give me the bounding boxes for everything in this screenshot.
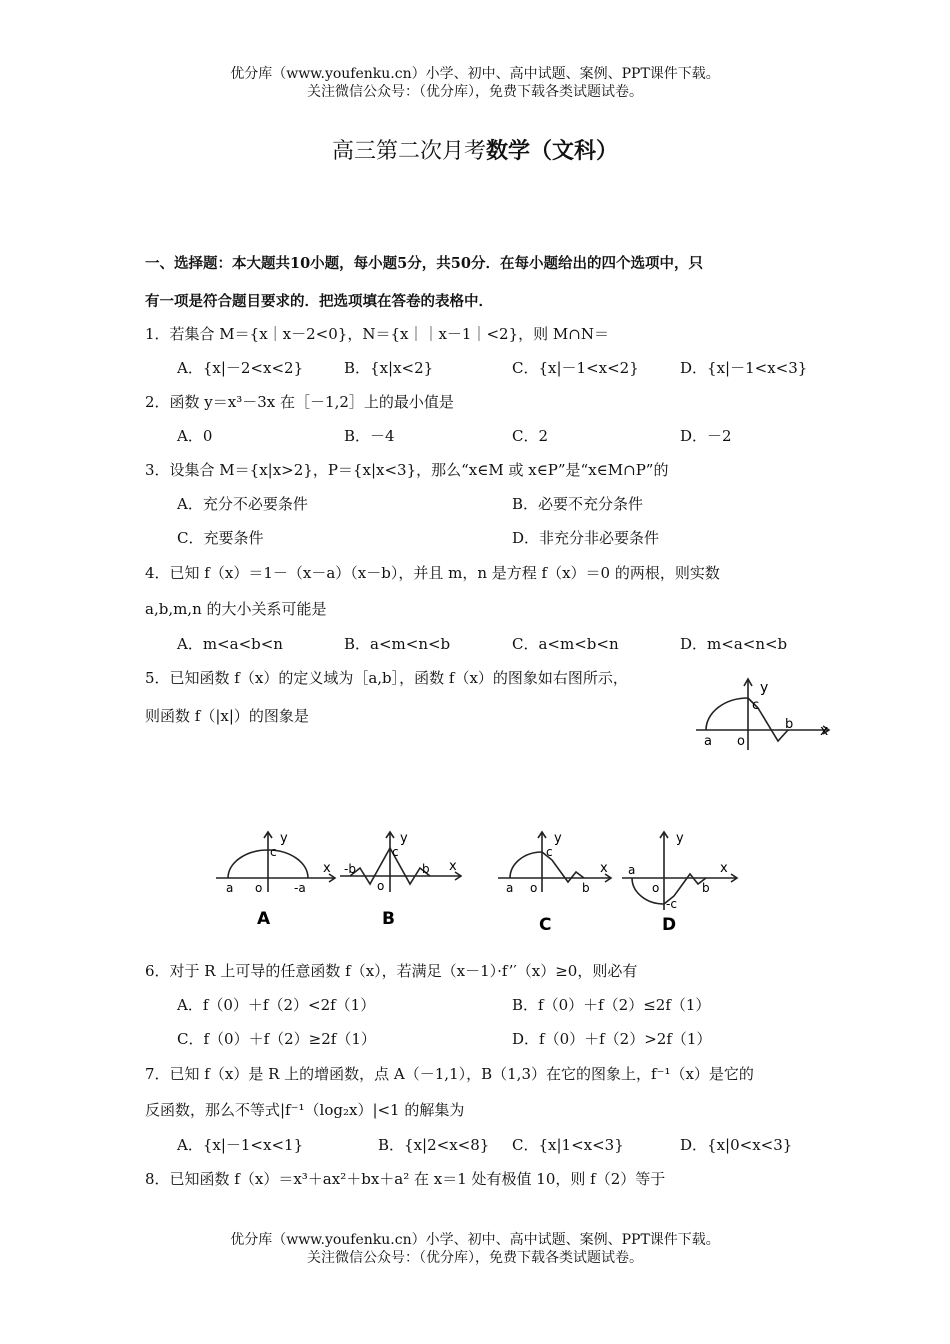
q4-stem-1: 4．已知 f（x）＝1－（x－a）（x－b），并且 m，n 是方程 f（x）＝0 的两根，则实数: [145, 564, 720, 582]
q2-option-d: D．－2: [680, 427, 732, 445]
q4-option-d: D．m<a<n<b: [680, 635, 788, 653]
curve-arc: [706, 698, 748, 730]
origin-label: o: [255, 881, 263, 895]
option-label-d: D: [662, 915, 677, 935]
q6-option-a: A．f（0）＋f（2）<2f（1）: [177, 996, 376, 1014]
x-label: x: [600, 861, 608, 876]
q1-option-a: A．{x|－2<x<2}: [177, 359, 304, 377]
option-label-a: A: [257, 909, 271, 929]
origin-label: o: [737, 734, 745, 749]
title-bold: 数学（文科）: [486, 138, 619, 164]
origin-label: o: [377, 879, 385, 893]
a-label: a: [506, 881, 514, 895]
option-label-c: C: [539, 915, 552, 935]
neg-b-label: -b: [344, 862, 356, 876]
q3-option-d: D．非充分非必要条件: [512, 529, 660, 547]
q5-main-graph: [690, 672, 840, 752]
q5-graph-d: [620, 828, 748, 936]
q1-option-c: C．{x|－1<x<2}: [512, 359, 639, 377]
q2-stem: 2．函数 y＝x³－3x 在［－1,2］上的最小值是: [145, 393, 454, 411]
q4-option-b: B．a<m<n<b: [344, 635, 451, 653]
header-line-1: 优分库（www.youfenku.cn）小学、初中、高中试题、案例、PPT课件下载。: [230, 66, 720, 82]
q5-graph-c: [494, 828, 622, 936]
q8-stem: 8．已知函数 f（x）＝x³＋ax²＋bx＋a² 在 x＝1 处有极值 10，则 f（2）等于: [145, 1170, 666, 1188]
a-label: a: [704, 734, 712, 749]
q7-option-d: D．{x|0<x<3}: [680, 1136, 793, 1154]
x-label: x: [323, 861, 331, 876]
y-label: y: [760, 680, 769, 696]
a-label: a: [628, 863, 636, 877]
q7-option-b: B．{x|2<x<8}: [378, 1136, 490, 1154]
q4-option-a: A．m<a<b<n: [177, 635, 283, 653]
q5-stem-2: 则函数 f（|x|）的图象是: [145, 707, 309, 725]
q1-stem: 1．若集合 M＝{x｜x－2<0}，N＝{x｜｜x－1｜<2}，则 M∩N＝: [145, 325, 609, 343]
footer-line-1: 优分库（www.youfenku.cn）小学、初中、高中试题、案例、PPT课件下载。: [230, 1232, 720, 1248]
section-instructions-1: 一、选择题：本大题共10小题，每小题5分，共50分．在每小题给出的四个选项中，只: [145, 255, 703, 272]
x-label: x: [449, 859, 457, 874]
origin-label: o: [652, 881, 660, 895]
q3-option-a: A．充分不必要条件: [177, 495, 308, 513]
q3-option-c: C．充要条件: [177, 529, 264, 547]
q7-option-a: A．{x|－1<x<1}: [177, 1136, 304, 1154]
q5-graph-a: [212, 828, 340, 936]
q3-option-b: B．必要不充分条件: [512, 495, 644, 513]
c-label: c: [752, 698, 760, 713]
header-line-2: 关注微信公众号：（优分库），免费下载各类试题试卷。: [307, 84, 643, 100]
a-label: a: [226, 881, 234, 895]
q6-stem: 6．对于 R 上可导的任意函数 f（x），若满足（x－1）·f’′（x）≥0，则必有: [145, 962, 638, 980]
q5-graph-b: [338, 828, 466, 936]
section-instructions-2: 有一项是符合题目要求的．把选项填在答卷的表格中．: [145, 293, 493, 310]
b-label: b: [702, 881, 710, 895]
x-label: x: [820, 723, 829, 739]
y-label: y: [676, 831, 684, 846]
q2-option-b: B．－4: [344, 427, 395, 445]
q7-stem-1: 7．已知 f（x）是 R 上的增函数，点 A（－1,1），B（1,3）在它的图象上，f⁻¹（x）是它的: [145, 1065, 754, 1083]
curve-arc: [510, 852, 542, 878]
q1-option-d: D．{x|－1<x<3}: [680, 359, 808, 377]
q7-option-c: C．{x|1<x<3}: [512, 1136, 624, 1154]
b-label: b: [785, 717, 794, 732]
origin-label: o: [530, 881, 538, 895]
q6-option-c: C．f（0）＋f（2）≥2f（1）: [177, 1030, 376, 1048]
y-label: y: [554, 831, 562, 846]
q1-option-b: B．{x|x<2}: [344, 359, 434, 377]
title-main: 高三第二次月考: [331, 139, 486, 164]
q5-stem-1: 5．已知函数 f（x）的定义域为［a,b］，函数 f（x）的图象如右图所示，: [145, 669, 628, 687]
option-label-b: B: [382, 909, 395, 929]
b-label: b: [582, 881, 590, 895]
q4-option-c: C．a<m<b<n: [512, 635, 619, 653]
q6-option-b: B．f（0）＋f（2）≤2f（1）: [512, 996, 711, 1014]
q2-option-c: C．2: [512, 427, 549, 445]
neg-c-label: -c: [666, 897, 677, 911]
y-label: y: [280, 831, 288, 846]
q2-option-a: A．0: [177, 427, 213, 445]
c-label: c: [392, 845, 399, 859]
neg-a-label: -a: [294, 881, 306, 895]
page-title: [0, 137, 950, 166]
c-label: c: [546, 845, 553, 859]
q4-stem-2: a,b,m,n 的大小关系可能是: [145, 600, 327, 618]
q7-stem-2: 反函数，那么不等式|f⁻¹（log₂x）|<1 的解集为: [145, 1101, 465, 1119]
x-label: x: [720, 861, 728, 876]
b-label: b: [422, 862, 430, 876]
y-label: y: [400, 831, 408, 846]
c-label: c: [270, 845, 277, 859]
q3-stem: 3．设集合 M＝{x|x>2}，P＝{x|x<3}，那么“x∈M 或 x∈P”是“x∈M∩P”的: [145, 461, 669, 479]
q6-option-d: D．f（0）＋f（2）>2f（1）: [512, 1030, 712, 1048]
footer-line-2: 关注微信公众号：（优分库），免费下载各类试题试卷。: [307, 1250, 643, 1266]
